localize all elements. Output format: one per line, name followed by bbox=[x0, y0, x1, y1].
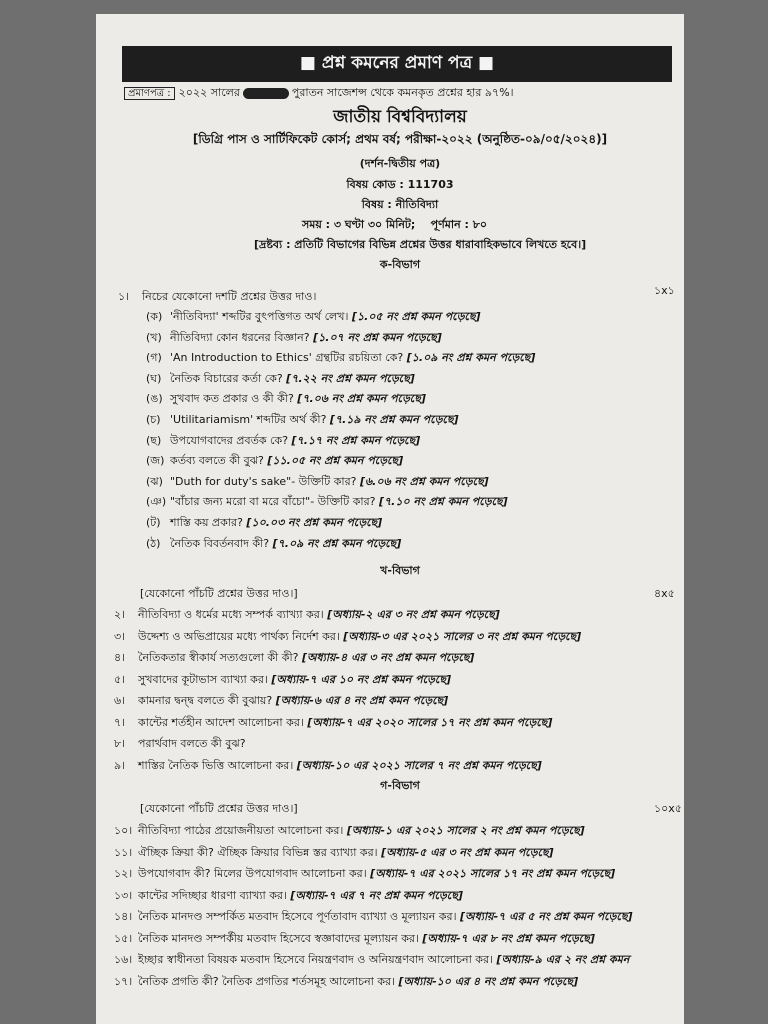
sub-question bbox=[146, 493, 508, 512]
exam-note: [দ্রষ্টব্য : প্রতিটি বিভাগের বিভিন্ন প্রশ্নের উত্তর ধারাবাহিকভাবে লিখতে হবে।] bbox=[254, 238, 587, 251]
section-kha-instruction: [যেকোনো পাঁচটি প্রশ্নের উত্তর দাও।] bbox=[140, 587, 298, 600]
common-reference: [১১.০৫ নং প্রশ্ন কমন পড়েছে] bbox=[267, 454, 404, 468]
question bbox=[114, 865, 615, 884]
sub-question bbox=[146, 411, 459, 430]
sub-question-text: 'Utilitariamism' শব্দটির অর্থ কী? bbox=[170, 413, 327, 426]
common-reference: [৬.০৬ নং প্রশ্ন কমন পড়েছে] bbox=[360, 474, 489, 488]
sub-question bbox=[146, 370, 415, 389]
question bbox=[114, 887, 463, 906]
common-reference: [১.০৫ নং প্রশ্ন কমন পড়েছে] bbox=[351, 310, 481, 323]
common-reference: [অধ্যায়-১ এর ২০২১ সালের ২ নং প্রশ্ন কমন পড়েছে] bbox=[346, 824, 585, 837]
common-reference: [অধ্যায়-৬ এর ৪ নং প্রশ্ন কমন পড়েছে] bbox=[275, 694, 449, 707]
common-reference: [১.০৯ নং প্রশ্ন কমন পড়েছে] bbox=[406, 351, 536, 365]
common-reference: [অধ্যায়-১০ এর ৪ নং প্রশ্ন কমন পড়েছে] bbox=[398, 974, 579, 988]
sub-question-text: "Duth for duty's sake"- উক্তিটি কার? bbox=[170, 474, 357, 488]
question-text: নৈতিক প্রগতি কী? নৈতিক প্রগতির শর্তসমূহ আলোচনা কর। bbox=[138, 974, 395, 988]
university-title: জাতীয় বিশ্ববিদ্যালয় bbox=[333, 107, 467, 127]
question-text: নীতিবিদ্যা ও ধর্মের মধ্যে সম্পর্ক ব্যাখ্যা কর। bbox=[138, 608, 324, 621]
sub-question-text: নীতিবিদ্যা কোন ধরনের বিজ্ঞান? bbox=[170, 330, 310, 344]
sub-question bbox=[146, 329, 442, 348]
question bbox=[114, 735, 246, 754]
sub-question-text: উপযোগবাদের প্রবর্তক কে? bbox=[170, 433, 289, 447]
common-reference: [১০.০৩ নং প্রশ্ন কমন পড়েছে] bbox=[246, 516, 383, 529]
full-marks: পূর্ণমান : ৮০ bbox=[430, 218, 488, 231]
sub-question-label: (জ) bbox=[146, 454, 165, 468]
question bbox=[114, 671, 451, 690]
common-reference: [অধ্যায়-১০ এর ২০২১ সালের ৭ নং প্রশ্ন কমন পড়েছে] bbox=[296, 758, 542, 772]
sub-question bbox=[146, 432, 420, 451]
sub-question-label: (ঙ) bbox=[146, 392, 163, 406]
question-number: ১৪। bbox=[114, 910, 133, 923]
question-text: নীতিবিদ্যা পাঠের প্রয়োজনীয়তা আলোচনা কর। bbox=[138, 824, 344, 837]
common-reference: [৭.১০ নং প্রশ্ন কমন পড়েছে] bbox=[379, 495, 508, 509]
common-reference: [অধ্যায়-৫ এর ৩ নং প্রশ্ন কমন পড়েছে] bbox=[381, 845, 554, 859]
question-number: ১৫। bbox=[114, 931, 133, 945]
question-number: ৪। bbox=[114, 651, 126, 664]
question-number: ৬। bbox=[114, 694, 126, 707]
sub-question-text: "বাঁচার জন্য মরো বা মরে বাঁচো"- উক্তিটি কার? bbox=[170, 495, 376, 509]
question bbox=[114, 930, 595, 949]
section-ga-title: গ-বিভাগ bbox=[380, 779, 420, 792]
sub-question bbox=[146, 452, 403, 471]
question bbox=[114, 757, 542, 776]
question bbox=[114, 649, 474, 668]
question-number: ১৬। bbox=[114, 953, 133, 966]
question-text: কান্টের শর্তহীন আদেশ আলোচনা কর। bbox=[138, 715, 304, 729]
exam-time: সময় : ৩ ঘণ্টা ৩০ মিনিট; bbox=[302, 218, 416, 231]
common-reference: [অধ্যায়-৭ এর ২০২০ সালের ১৭ নং প্রশ্ন কমন পড়েছে] bbox=[307, 715, 553, 729]
sub-question bbox=[146, 473, 489, 492]
sub-question-label: (ঝ) bbox=[146, 474, 163, 488]
question-number: ১৩। bbox=[114, 888, 133, 902]
section-ga-instruction: [যেকোনো পাঁচটি প্রশ্নের উত্তর দাও।] bbox=[140, 802, 298, 815]
sub-question-text: নৈতিক বিবর্তনবাদ কী? bbox=[170, 536, 270, 550]
question-text: নৈতিক মানদণ্ড সম্পর্কিত মতবাদ হিসেবে পূর্ণতাবাদ ব্যাখ্যা ও মূল্যায়ন কর। bbox=[138, 910, 457, 923]
question-number: ৭। bbox=[114, 715, 126, 729]
course-line: [ডিগ্রি পাস ও সার্টিফিকেট কোর্স; প্রথম বর্ষ; পরীক্ষা-২০২২ (অনুষ্ঠিত-০৯/০৫/২০২৪)] bbox=[192, 132, 608, 146]
question bbox=[114, 844, 554, 863]
sub-question-label: (ঘ) bbox=[146, 371, 162, 385]
sub-question bbox=[146, 535, 401, 554]
section-ga-marks: ১০x৫ bbox=[654, 802, 682, 815]
question-number: ৩। bbox=[114, 629, 126, 643]
subject-name: বিষয় : নীতিবিদ্যা bbox=[361, 198, 439, 211]
section-kha-marks: ৪x৫ bbox=[654, 587, 675, 600]
sub-question-label: (ঠ) bbox=[146, 536, 161, 550]
sub-question bbox=[146, 308, 481, 327]
common-reference: [অধ্যায়-৯ এর ২ নং প্রশ্ন কমন bbox=[496, 953, 630, 966]
proof-line bbox=[124, 84, 514, 103]
common-reference: [৭.১৯ নং প্রশ্ন কমন পড়েছে] bbox=[329, 413, 459, 426]
question-text: নৈতিক মানদণ্ড সম্পর্কীয় মতবাদ হিসেবে স্বজ্ঞাবাদের মূল্যায়ন কর। bbox=[138, 931, 419, 945]
sub-question-text: 'An Introduction to Ethics' গ্রন্থটির রচয়িতা কে? bbox=[170, 351, 404, 365]
question-number: ৫। bbox=[114, 672, 126, 686]
sub-question-text: শাস্তি কয় প্রকার? bbox=[170, 516, 243, 529]
common-reference: [অধ্যায়-২ এর ৩ নং প্রশ্ন কমন পড়েছে] bbox=[327, 608, 500, 621]
question-number: ১১। bbox=[114, 845, 133, 859]
question-text: সুখবাদের কূটাভাস ব্যাখ্যা কর। bbox=[138, 672, 268, 686]
time-marks-line bbox=[302, 216, 487, 235]
common-reference: [১.০৭ নং প্রশ্ন কমন পড়েছে] bbox=[313, 330, 442, 344]
question-text: নিচের যেকোনো দশটি প্রশ্নের উত্তর দাও। bbox=[142, 290, 317, 303]
question-1 bbox=[118, 288, 316, 307]
sub-question-text: 'নীতিবিদ্যা' শব্দটির বুৎপত্তিগত অর্থ লেখ। bbox=[170, 310, 349, 323]
section-ka-marks: ১x১ bbox=[654, 284, 675, 297]
question-text: উদ্দেশ্য ও অভিপ্রায়ের মধ্যে পার্থক্য নির্দেশ কর। bbox=[138, 629, 340, 643]
question-number: ২। bbox=[114, 608, 126, 621]
sub-question-label: (চ) bbox=[146, 413, 161, 426]
sub-question-text: সুখবাদ কত প্রকার ও কী কী? bbox=[170, 392, 294, 406]
common-reference: [অধ্যায়-৪ এর ৩ নং প্রশ্ন কমন পড়েছে] bbox=[301, 651, 475, 664]
publisher-logo bbox=[243, 88, 289, 99]
common-reference: [অধ্যায়-৭ এর ৫ নং প্রশ্ন কমন পড়েছে] bbox=[460, 910, 633, 923]
question-number: ১৭। bbox=[114, 974, 133, 988]
sub-question-label: (গ) bbox=[146, 351, 162, 365]
sub-question-text: কর্তব্য বলতে কী বুঝ? bbox=[170, 454, 264, 468]
sub-question-text: নৈতিক বিচারের কর্তা কে? bbox=[170, 371, 283, 385]
question-number: ১। bbox=[118, 290, 130, 303]
sub-question bbox=[146, 514, 382, 533]
proof-banner: ■ প্রশ্ন কমনের প্রমাণ পত্র ■ bbox=[122, 46, 672, 82]
common-reference: [অধ্যায়-৩ এর ২০২১ সালের ৩ নং প্রশ্ন কমন পড়েছে] bbox=[343, 629, 582, 643]
proof-text-after: পুরাতন সাজেশন্স থেকে কমনকৃত প্রশ্নের হার ৯৭%। bbox=[291, 86, 514, 99]
common-reference: [অধ্যায়-৭ এর ৭ নং প্রশ্ন কমন পড়েছে] bbox=[290, 888, 463, 902]
question-number: ১২। bbox=[114, 867, 133, 880]
question-text: শাস্তির নৈতিক ভিত্তি আলোচনা কর। bbox=[138, 758, 294, 772]
sub-question-label: (ক) bbox=[146, 310, 163, 323]
section-kha-title: খ-বিভাগ bbox=[380, 564, 420, 577]
question-number: ৮। bbox=[114, 737, 126, 750]
proof-label: প্রমাণপত্র : bbox=[124, 87, 175, 100]
question-text: উপযোগবাদ কী? মিলের উপযোগবাদ আলোচনা কর। bbox=[138, 867, 367, 880]
question-number: ১০। bbox=[114, 824, 133, 837]
question-text: ইচ্ছার স্বাধীনতা বিষয়ক মতবাদ হিসেবে নিয়ন্ত্রণবাদ ও অনিয়ন্ত্রণবাদ আলোচনা কর। bbox=[138, 953, 493, 966]
question bbox=[114, 951, 629, 970]
question bbox=[114, 822, 585, 841]
sub-question bbox=[146, 390, 426, 409]
question-number: ৯। bbox=[114, 758, 126, 772]
question-text: কামনার দ্বন্দ্ব বলতে কী বুঝায়? bbox=[138, 694, 273, 707]
common-reference: [অধ্যায়-৭ এর ২০২১ সালের ১৭ নং প্রশ্ন কমন পড়েছে] bbox=[370, 867, 616, 880]
common-reference: [৭.২২ নং প্রশ্ন কমন পড়েছে] bbox=[286, 371, 415, 385]
common-reference: [৭.১৭ নং প্রশ্ন কমন পড়েছে] bbox=[291, 433, 421, 447]
subject-code: বিষয় কোড : 111703 bbox=[346, 178, 454, 191]
question-text: ঐচ্ছিক ক্রিয়া কী? ঐচ্ছিক ক্রিয়ার বিভিন্ন স্তর ব্যাখ্যা কর। bbox=[138, 845, 378, 859]
sub-question-label: (ছ) bbox=[146, 433, 162, 447]
question-text: নৈতিকতার স্বীকার্য সত্যগুলো কী কী? bbox=[138, 651, 299, 664]
section-ka-title: ক-বিভাগ bbox=[379, 258, 421, 271]
sub-question-label: (ট) bbox=[146, 516, 161, 529]
question-text: পরার্থবাদ বলতে কী বুঝ? bbox=[138, 737, 246, 750]
sub-question bbox=[146, 349, 535, 368]
common-reference: [৭.০৬ নং প্রশ্ন কমন পড়েছে] bbox=[297, 392, 426, 406]
common-reference: [অধ্যায়-৭ এর ৮ নং প্রশ্ন কমন পড়েছে] bbox=[422, 931, 595, 945]
proof-text-before: ২০২২ সালের bbox=[178, 86, 240, 99]
common-reference: [অধ্যায়-৭ এর ১০ নং প্রশ্ন কমন পড়েছে] bbox=[271, 672, 452, 686]
common-reference: [৭.০৯ নং প্রশ্ন কমন পড়েছে] bbox=[272, 536, 402, 550]
paper-line: (দর্শন-দ্বিতীয় পত্র) bbox=[359, 157, 441, 170]
question bbox=[114, 606, 500, 625]
sub-question-label: (ঞ) bbox=[146, 495, 167, 509]
question bbox=[114, 973, 578, 992]
question bbox=[114, 714, 552, 733]
question bbox=[114, 628, 581, 647]
question bbox=[114, 692, 448, 711]
question bbox=[114, 908, 633, 927]
sub-question-label: (খ) bbox=[146, 330, 162, 344]
question-text: কান্টের সদিচ্ছার ধারণা ব্যাখ্যা কর। bbox=[138, 888, 287, 902]
